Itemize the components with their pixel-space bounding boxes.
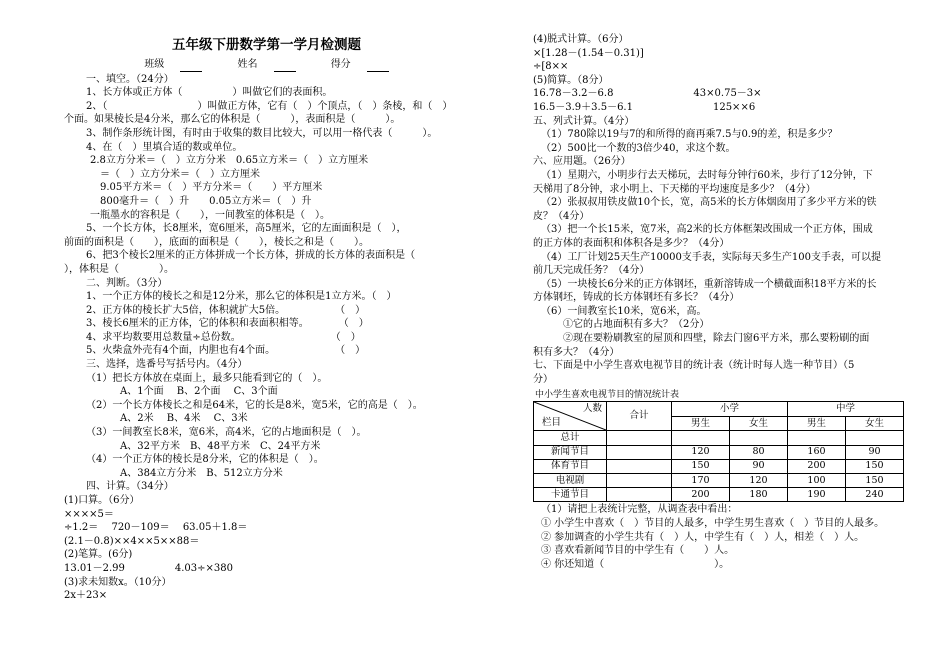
- table-cell: 150: [846, 474, 904, 488]
- question-line: 个面。如果棱长是4分米，那么它的体积是（ ），表面积是（ ）。: [64, 114, 401, 126]
- score-field[interactable]: [323, 59, 397, 70]
- table-cell: 190: [788, 488, 846, 502]
- question-line: ），体积是（ ）。: [64, 263, 174, 275]
- table-cell: 150: [672, 459, 730, 473]
- question-line: 七、下面是中小学生喜欢电视节目的统计表（统计时每人选一种节目）（5: [533, 360, 855, 372]
- question-line: 六、应用题。（26分）: [533, 156, 631, 168]
- question-line: 一、填空。（24分）: [86, 73, 174, 85]
- row-label: 新闻节目: [534, 445, 607, 459]
- student-info: [64, 58, 469, 72]
- name-field[interactable]: [230, 59, 304, 70]
- page-title: 五年级下册数学第一学月检测题: [172, 37, 361, 53]
- question-line: （2）张叔叔用铁皮做10个长，宽，高5米的长方体烟囱用了多少平方米的铁: [541, 197, 877, 209]
- name-label: 姓名: [237, 59, 258, 70]
- table-question-line: （1）请把上表统计完整，从调查表中看出：: [541, 504, 738, 516]
- question-line: 13.01－2.99 4.03÷×380: [64, 562, 234, 574]
- question-line: (2.1－0.8)××4××5××88＝: [64, 535, 200, 547]
- question-line: 2、（ ）叫做正方体，它有（ ）个顶点，（ ）条棱，和（ ）: [86, 100, 453, 112]
- table-cell[interactable]: [607, 488, 672, 502]
- row-label: 体育节目: [534, 459, 607, 473]
- table-row: [534, 445, 904, 459]
- question-line: 16.5－3.9＋3.5－6.1 125××6: [533, 101, 756, 113]
- question-line: 方体钢坯，铸成的长方体钢坯有多长？（4分）: [533, 292, 740, 304]
- question-line: 16.78－3.2－6.8 43×0.75－3×: [533, 88, 762, 100]
- class-blank[interactable]: [180, 61, 202, 72]
- score-label: 得分: [330, 59, 351, 70]
- question-line: A、384立方分米 B、512立方分米: [120, 467, 283, 479]
- question-line: ＝（ ）立方分米＝（ ）立方厘米: [100, 168, 260, 180]
- table-cell: 200: [672, 488, 730, 502]
- question-line: A、1个面 B、2个面 C、3个面: [120, 386, 278, 398]
- question-line: ÷1.2＝ 720－109＝ 63.05＋1.8＝: [64, 522, 248, 534]
- question-line: （3）把一个长15米，宽7米，高2米的长方体框架改围成一个正方体，围成: [541, 224, 873, 236]
- table-cell[interactable]: [607, 474, 672, 488]
- question-line: 皮？（4分）: [533, 210, 590, 222]
- table-cell[interactable]: [672, 431, 730, 445]
- table-question-line: ① 小学生中喜欢（ ）节目的人最多，中学生男生喜欢（ ）节目的人最多。: [541, 517, 885, 529]
- sub-header: 女生: [846, 416, 904, 431]
- table-questions: [533, 503, 918, 571]
- name-blank[interactable]: [274, 61, 296, 72]
- table-row: [534, 474, 904, 488]
- question-line: 9.05平方米＝（ ）平方分米＝（ ）平方厘米: [100, 182, 323, 194]
- question-line: 前面的面积是（ ），底面的面积是（ ），棱长之和是（ ）。: [64, 236, 369, 248]
- question-line: （4）一个正方体的棱长是8分米，它的体积是（ ）。: [86, 454, 324, 466]
- question-line: （1）星期六，小明步行去天梯玩，去时每分钟行60米，步行了12分钟，下: [541, 169, 873, 181]
- class-label: 班级: [144, 59, 165, 70]
- table-question-line: ③ 喜欢看新闻节目的中学生有（ ）人。: [541, 545, 735, 557]
- question-line: 1、一个正方体的棱长之和是12分米，那么它的体积是1立方米。（ ）: [86, 291, 397, 303]
- question-line: 6、把3个棱长2厘米的正方体拼成一个长方体，拼成的长方体的表面积是（: [86, 250, 426, 262]
- table-cell[interactable]: [607, 459, 672, 473]
- table-cell: 90: [730, 459, 788, 473]
- question-line: (4)脱式计算。（6分）: [533, 34, 629, 45]
- table-cell: 160: [788, 445, 846, 459]
- question-line: （2）一个长方体棱长之和是64米，它的长是8米，宽5米，它的高是（ ）。: [86, 399, 423, 411]
- table-question-line: ② 参加调查的小学生共有（ ）人，中学生有（ ）人，相差（ ）人。: [541, 531, 865, 543]
- question-line: 四、计算。（34分）: [86, 481, 174, 493]
- table-row: [534, 459, 904, 473]
- question-line: 4、在（ ）里填合适的数或单位。: [86, 141, 243, 153]
- table-cell: 90: [846, 445, 904, 459]
- question-line: 的正方体的表面积和体积各是多少？（4分）: [533, 237, 730, 249]
- table-cell[interactable]: [846, 431, 904, 445]
- question-line: 分）: [533, 373, 553, 385]
- table-cell[interactable]: [607, 431, 672, 445]
- question-line: （4）工厂计划25天生产10000支手表，实际每天多生产100支手表，可以提: [541, 251, 881, 263]
- table-question-line: ④ 你还知道（ ）。: [541, 558, 730, 570]
- question-line: 积有多大？（4分）: [533, 346, 620, 358]
- question-line: （1）780除以19与7的和所得的商再乘7.5与0.9的差，积是多少？: [541, 129, 838, 141]
- question-line: A、2米 B、4米 C、3米: [120, 413, 248, 425]
- table-title: 中小学生喜欢电视节目的情况统计表: [535, 390, 680, 401]
- question-line: （6）一间教室长10米，宽6米，高。: [541, 305, 707, 317]
- question-line: ××××5＝: [64, 508, 114, 520]
- question-line: （3）一间教室长8米，宽6米，高4米，它的占地面积是（ ）。: [86, 427, 367, 439]
- question-line: ÷[8××: [533, 61, 569, 73]
- question-line: 2x＋23×: [64, 590, 108, 602]
- question-line: 1、长方体或正方体（ ）叫做它们的表面积。: [86, 87, 333, 99]
- question-line: 2.8立方分米＝（ ）立方分米 0.65立方米＝（ ）立方厘米: [90, 155, 369, 167]
- question-line: 前几天完成任务？（4分）: [533, 265, 650, 277]
- table-cell: 100: [788, 474, 846, 488]
- corner-bottom-label: 栏目: [542, 417, 562, 429]
- table-cell: 120: [730, 474, 788, 488]
- question-line: (1)口算。（6分）: [64, 495, 140, 506]
- question-line: 3、棱长6厘米的正方体，它的体积和表面积相等。 （ ）: [86, 318, 369, 330]
- question-line: A、32平方米 B、48平方米 C、24平方米: [120, 440, 321, 452]
- right-question-list: [533, 33, 918, 386]
- corner-top-label: 人数: [582, 403, 602, 415]
- question-line: ①它的占地面积有多大？（2分）: [563, 319, 710, 331]
- group-header-secondary: 中学: [788, 402, 904, 417]
- table-cell[interactable]: [730, 431, 788, 445]
- question-line: 三、选择，选番号写括号内。（4分）: [86, 359, 248, 371]
- table-cell: 170: [672, 474, 730, 488]
- question-line: (3)求未知数x。（10分）: [64, 576, 172, 588]
- table-row: [534, 431, 904, 445]
- question-line: 2、正方体的棱长扩大5倍，体积就扩大5倍。 （ ）: [86, 304, 366, 316]
- question-line: 天梯用了8分钟，求小明上、下天梯的平均速度是多少？（4分）: [533, 183, 816, 195]
- right-column: [533, 33, 918, 571]
- question-line: 一瓶墨水的容积是（ ），一间教室的体积是（ ）。: [90, 209, 330, 221]
- question-line: （2）500比一个数的3倍少40，求这个数。: [541, 142, 736, 154]
- table-cell[interactable]: [788, 431, 846, 445]
- question-line: 800毫升＝（ ）升 0.05立方米＝（ ）升: [100, 195, 312, 207]
- table-cell: 200: [788, 459, 846, 473]
- question-line: ②现在要粉刷教室的屋顶和四壁，除去门窗6平方米，那么要粉刷的面: [563, 333, 870, 345]
- sub-header: 女生: [730, 416, 788, 431]
- row-label: 总计: [534, 431, 607, 445]
- table-cell: 80: [730, 445, 788, 459]
- row-label: 卡通节目: [534, 488, 607, 502]
- sub-header: 男生: [672, 416, 730, 431]
- table-row: [534, 488, 904, 502]
- table-cell: 180: [730, 488, 788, 502]
- question-line: 五、列式计算。（4分）: [533, 115, 635, 127]
- table-body: [534, 431, 904, 502]
- table-cell: 240: [846, 488, 904, 502]
- left-column: [64, 36, 469, 603]
- question-line: （5）一块棱长6分米的正方体钢坯，重新溶铸成一个横截面积18平方米的长: [541, 278, 877, 290]
- table-cell[interactable]: [607, 445, 672, 459]
- row-label: 电视剧: [534, 474, 607, 488]
- question-line: ×[1.28－(1.54－0.31)]: [533, 47, 644, 59]
- question-line: 3、制作条形统计图，有时由于收集的数目比较大，可以用一格代表（ ）。: [86, 127, 438, 139]
- group-header-primary: 小学: [672, 402, 788, 417]
- class-field[interactable]: [136, 59, 210, 70]
- table-cell: 150: [846, 459, 904, 473]
- table-corner-cell: [534, 402, 607, 431]
- question-line: 二、判断。（3分）: [86, 277, 168, 289]
- question-line: 5、火柴盒外壳有4个面，内胆也有4个面。 （ ）: [86, 345, 366, 357]
- table-cell: 120: [672, 445, 730, 459]
- question-line: 5、一个长方体，长8厘米，宽6厘米，高5厘米，它的左面面积是（ ），: [86, 223, 407, 235]
- question-line: （1）把长方体放在桌面上，最多只能看到它的（ ）。: [86, 372, 328, 384]
- question-line: (5)简算。（8分）: [533, 74, 609, 86]
- sub-header: 男生: [788, 416, 846, 431]
- total-column-header: 合计: [607, 402, 672, 431]
- score-blank[interactable]: [367, 61, 389, 72]
- question-line: (2)笔算。(6分): [64, 549, 133, 561]
- left-question-list: [64, 73, 469, 603]
- statistics-table: [533, 401, 904, 502]
- question-line: 4、求平均数要用总数量÷总份数。 （ ）: [86, 331, 361, 343]
